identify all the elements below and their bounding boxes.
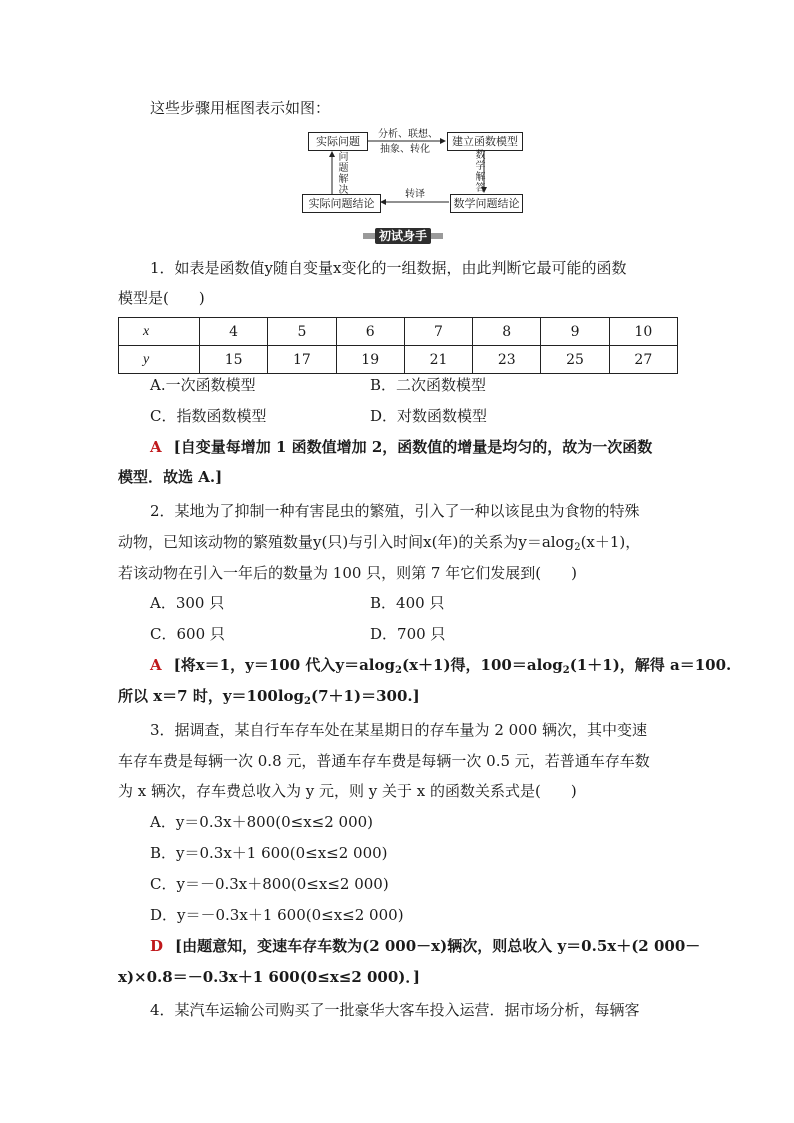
table-cell: 6 <box>336 318 404 346</box>
q2-explanation-line2 <box>118 686 420 706</box>
table-cell: 21 <box>404 346 472 374</box>
flow-label-abstract: 抽象、转化 <box>380 144 430 155</box>
table-cell: 19 <box>336 346 404 374</box>
q1-exp1: [自变量每增加 1 函数值增加 2，函数值的增量是均匀的，故为一次函数 <box>173 438 653 456</box>
table-row-y <box>119 346 678 374</box>
q2-exp2b: (7＋1)＝300.] <box>311 687 420 705</box>
q1-stem-line1: 1．如表是函数值y随自变量x变化的一组数据，由此判断它最可能的函数 <box>150 259 627 277</box>
q1-answer: A <box>150 438 162 456</box>
q3-explanation-line2: x)×0.8＝－0.3x＋1 600(0≤x≤2 000)．] <box>118 968 420 986</box>
q3-option-a: A．y＝0.3x＋800(0≤x≤2 000) <box>150 813 374 831</box>
table-header-y: y <box>119 346 200 374</box>
q2-line2a: 动物，已知该动物的繁殖数量y(只)与引入时间x(年)的关系为y＝alog <box>118 533 575 551</box>
q2-line2-sub: 2 <box>574 542 581 553</box>
table-cell: 9 <box>541 318 609 346</box>
q3-stem-line3: 为 x 辆次，存车费总收入为 y 元，则 y 关于 x 的函数关系式是( ) <box>118 782 577 800</box>
q2-stem-line3: 若该动物在引入一年后的数量为 100 只，则第 7 年它们发展到( ) <box>118 564 577 582</box>
table-cell: 7 <box>404 318 472 346</box>
q3-option-b: B．y＝0.3x＋1 600(0≤x≤2 000) <box>150 844 388 862</box>
q3-exp1: [由题意知，变速车存车数为(2 000－x)辆次，则总收入 y＝0.5x＋(2 000－ <box>175 937 701 955</box>
q1-option-b: B．二次函数模型 <box>370 376 487 394</box>
table-cell: 17 <box>268 346 336 374</box>
table-row-x <box>119 318 678 346</box>
q3-stem-line2: 车存车费是每辆一次 0.8 元，普通车存车费是每辆一次 0.5 元，若普通车存车数 <box>118 752 650 770</box>
q1-explanation-line1 <box>150 437 652 457</box>
flow-arrows <box>0 0 794 230</box>
flow-label-problem-solved: 问题解决 <box>338 152 349 196</box>
table-cell: 4 <box>200 318 268 346</box>
q2-exp2-sub: 2 <box>304 696 312 707</box>
q3-stem-line1: 3．据调查，某自行车存车处在某星期日的存车量为 2 000 辆次，其中变速 <box>150 721 648 739</box>
q2-line2b: (x＋1)， <box>580 533 641 551</box>
q1-option-c: C．指数函数模型 <box>150 407 267 425</box>
section-banner <box>363 228 443 244</box>
q2-exp1-sub: 2 <box>395 665 402 676</box>
q2-answer: A <box>150 656 162 674</box>
q2-option-c: C．600 只 <box>150 625 225 643</box>
q2-exp2a: 所以 x＝7 时，y＝100log <box>118 687 305 705</box>
q1-stem-line2: 模型是( ) <box>118 289 205 307</box>
q2-exp1b: (x＋1)得，100＝alog <box>401 656 563 674</box>
banner-label: 初试身手 <box>375 228 431 244</box>
intro-text: 这些步骤用框图表示如图： <box>150 99 331 117</box>
q3-option-d: D．y＝－0.3x＋1 600(0≤x≤2 000) <box>150 906 404 924</box>
q4-stem-line1: 4．某汽车运输公司购买了一批豪华大客车投入运营．据市场分析，每辆客 <box>150 1001 640 1019</box>
flow-label-math-solve: 数学解答 <box>475 150 486 194</box>
flow-label-translate: 转译 <box>405 189 425 200</box>
q2-option-b: B．400 只 <box>370 594 445 612</box>
table-cell: 8 <box>473 318 541 346</box>
q3-option-c: C．y＝－0.3x＋800(0≤x≤2 000) <box>150 875 389 893</box>
q1-explanation-line2: 模型．故选 A.] <box>118 468 223 486</box>
q2-stem-line1: 2．某地为了抑制一种有害昆虫的繁殖，引入了一种以该昆虫为食物的特殊 <box>150 502 640 520</box>
table-cell: 23 <box>473 346 541 374</box>
q2-exp1c: (1＋1)，解得 a＝100. <box>569 656 732 674</box>
q3-explanation-line1 <box>150 936 700 956</box>
q2-stem-line2 <box>118 532 640 552</box>
q2-exp1a: [将x＝1，y＝100 代入y＝alog <box>173 656 395 674</box>
flow-label-analyze: 分析、联想、 <box>378 129 438 140</box>
flow-box-build-model: 建立函数模型 <box>447 132 523 151</box>
table-cell: 15 <box>200 346 268 374</box>
flow-box-actual-problem: 实际问题 <box>308 132 368 151</box>
table-cell: 5 <box>268 318 336 346</box>
q1-data-table <box>118 317 678 374</box>
flow-box-math-conclusion: 数学问题结论 <box>450 194 523 213</box>
q2-option-a: A．300 只 <box>150 594 225 612</box>
flow-box-actual-conclusion: 实际问题结论 <box>302 194 381 213</box>
q1-option-a: A.一次函数模型 <box>150 376 256 394</box>
q3-answer: D <box>150 937 164 955</box>
q2-explanation-line1 <box>150 655 731 675</box>
q1-option-d: D．对数函数模型 <box>370 407 488 425</box>
q2-exp1-sub2: 2 <box>562 665 570 676</box>
table-cell: 10 <box>609 318 677 346</box>
table-cell: 25 <box>541 346 609 374</box>
table-header-x: x <box>119 318 200 346</box>
q2-option-d: D．700 只 <box>370 625 446 643</box>
table-cell: 27 <box>609 346 677 374</box>
